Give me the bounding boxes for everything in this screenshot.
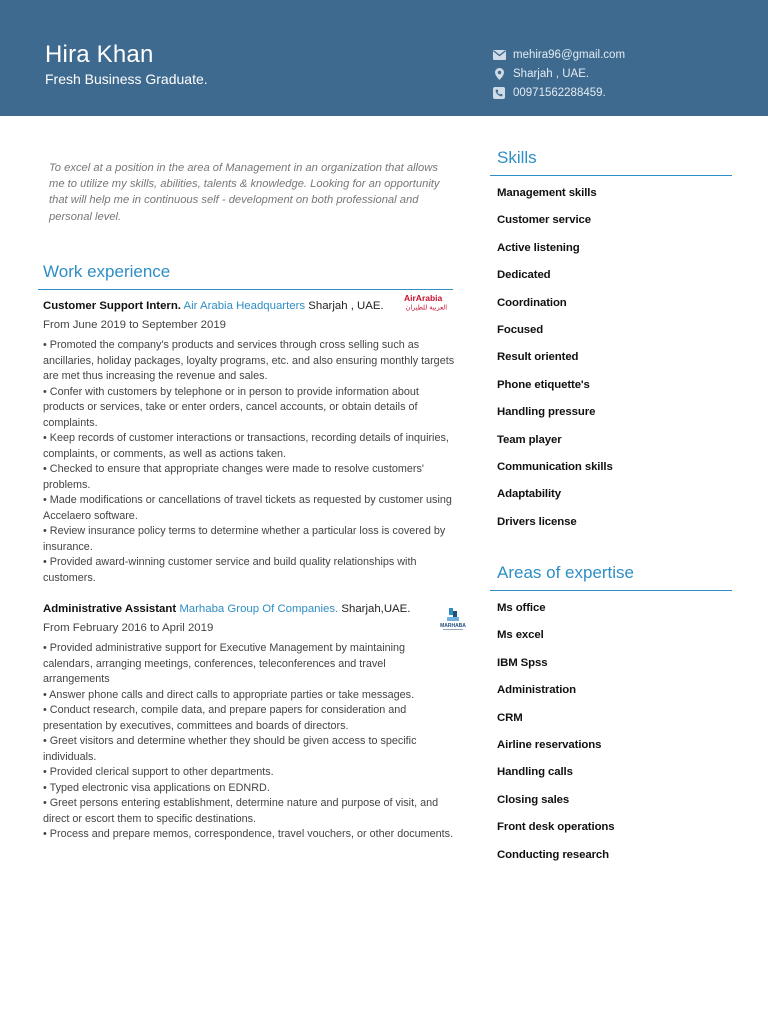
- skill-item: Result oriented: [497, 351, 579, 364]
- job-1-dates: From June 2019 to September 2019: [43, 319, 226, 331]
- job-2-company: Marhaba Group Of Companies.: [179, 603, 339, 615]
- skills-heading: Skills: [497, 148, 537, 167]
- expertise-item: Closing sales: [497, 793, 570, 806]
- skills-divider: [490, 175, 732, 176]
- job-2-responsibilities: • Provided administrative support for Executive Management by maintaining calendars, arranging meetings, conferences, teleconferences and travel arrangements • Answer phone calls and direct calls to appropriate parties or take messages. • Conduct research, compile data, and prepare papers for consideration and presentation by executives, committees and boards of directors. • Greet visitors and determine whether they should be given access to specific individuals. • Provided clerical support to other departments. • Typed electronic visa applications on EDNRD. • Greet persons entering establishment, determine nature and purpose of visit, and direct or escort them to specific destinations. • Process and prepare memos, correspondence, travel vouchers, or other documents.: [43, 642, 454, 840]
- job-2-role: Administrative Assistant: [43, 603, 177, 615]
- expertise-divider: [490, 590, 732, 591]
- work-experience-divider: [38, 289, 453, 290]
- skill-item: Communication skills: [497, 460, 613, 473]
- expertise-item: Front desk operations: [497, 821, 615, 834]
- skill-item: Focused: [497, 323, 544, 336]
- candidate-tagline: Fresh Business Graduate.: [45, 71, 208, 87]
- skill-item: Adaptability: [497, 488, 561, 501]
- expertise-item: Administration: [497, 684, 576, 697]
- location-text: Sharjah , UAE.: [513, 67, 590, 80]
- candidate-name: Hira Khan: [45, 41, 154, 68]
- job-1-role: Customer Support Intern.: [43, 300, 181, 312]
- job-2-dates: From February 2016 to April 2019: [43, 622, 214, 634]
- job-1-location: Sharjah , UAE.: [308, 300, 384, 312]
- marhaba-logo: [440, 606, 466, 632]
- expertise-item: Airline reservations: [497, 738, 602, 751]
- air-arabia-logo: [403, 293, 449, 311]
- resume-header: [0, 0, 768, 116]
- skill-item: Active listening: [497, 241, 580, 254]
- work-experience-heading: Work experience: [43, 262, 171, 281]
- envelope-icon: [492, 48, 506, 62]
- expertise-item: IBM Spss: [497, 656, 548, 669]
- air-arabia-logo-text-ar: العربية للطيران: [405, 303, 447, 311]
- contact-email: [492, 45, 625, 64]
- expertise-item: Ms office: [497, 602, 546, 614]
- expertise-item: CRM: [497, 711, 523, 724]
- expertise-item: Conducting research: [497, 848, 610, 861]
- skill-item: Management skills: [497, 187, 597, 199]
- expertise-heading: Areas of expertise: [497, 563, 635, 582]
- contact-phone: [492, 83, 625, 102]
- job-2-location: Sharjah,UAE.: [341, 603, 411, 615]
- marhaba-logo-text: MARHABA: [440, 623, 466, 629]
- email-text[interactable]: mehira96@gmail.com: [513, 48, 626, 61]
- expertise-item: Handling calls: [497, 766, 573, 779]
- map-pin-icon: [492, 67, 506, 81]
- skills-list: [497, 186, 732, 542]
- phone-text[interactable]: 00971562288459.: [513, 86, 606, 99]
- job-1-header: [43, 300, 384, 312]
- job-2-header: [43, 603, 410, 615]
- skill-item: Coordination: [497, 296, 567, 309]
- contact-info: [492, 45, 625, 102]
- career-objective: To excel at a position in the area of Management in an organization that allows me to utilize my skills, abilities, talents & knowledge. Looking for an opportunity that will help me in continuous self - development on both professional and personal level.: [49, 162, 440, 223]
- phone-icon: [492, 86, 506, 100]
- job-1-company: Air Arabia Headquarters: [183, 300, 306, 312]
- skill-item: Customer service: [497, 214, 592, 227]
- job-1-responsibilities: • Promoted the company's products and services through cross selling such as ancillaries, holiday packages, loyalty programs, etc. and also ensuring monthly targets are met thus increasing the revenue and sales. • Confer with customers by telephone or in person to provide information about products or services, take or enter orders, cancel accounts, or obtain details of complaints. • Keep records of customer interactions or transactions, recording details of inquiries, complaints, or comments, as well as actions taken. • Checked to ensure that appropriate changes were made to resolve customers' problems. • Made modifications or cancellations of travel tickets as requested by customer using Accelaero software. • Review insurance policy terms to determine whether a particular loss is covered by insurance. • Provided award-winning customer service and build quality relationships with customers.: [43, 339, 455, 584]
- expertise-item: Ms excel: [497, 629, 544, 642]
- skill-item: Drivers license: [497, 515, 577, 528]
- contact-location: [492, 64, 625, 83]
- skill-item: Handling pressure: [497, 406, 596, 419]
- expertise-list: [497, 601, 732, 875]
- skill-item: Dedicated: [497, 269, 551, 282]
- skill-item: Phone etiquette's: [497, 378, 590, 391]
- skill-item: Team player: [497, 433, 562, 446]
- air-arabia-logo-text: AirArabia: [404, 293, 443, 303]
